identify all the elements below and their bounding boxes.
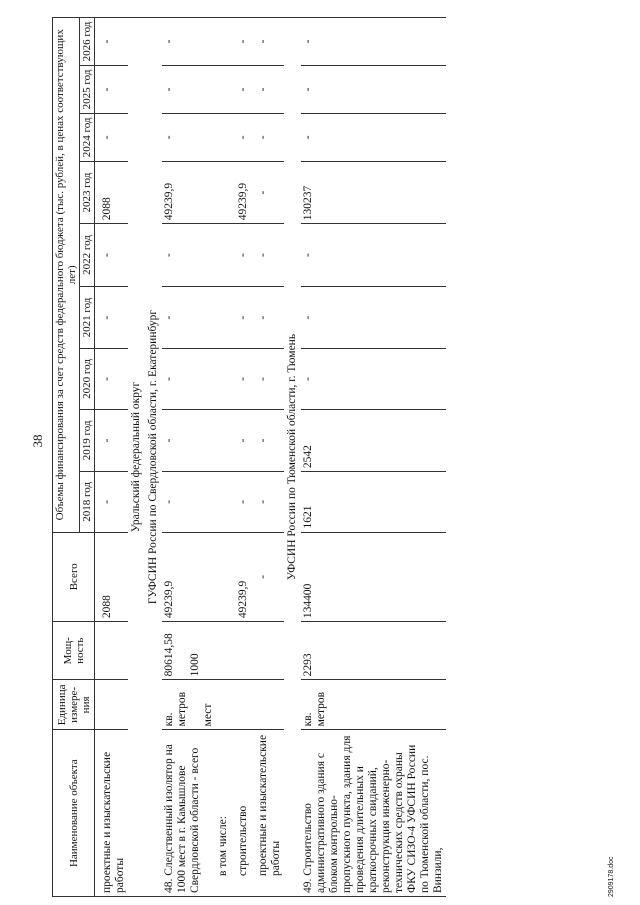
year-cell: 49239,9 xyxy=(231,161,251,223)
object-name: 48. Следственный изолятор на 1000 мест в г. Камышлове Свердловской области - всего xyxy=(162,730,216,897)
year-cell: - xyxy=(251,65,284,113)
year-cell: - xyxy=(231,472,251,532)
total-cell: 2088 xyxy=(95,532,129,622)
year-cell: - xyxy=(162,224,216,286)
year-cell: - xyxy=(231,224,251,286)
capacity-text: 80614,58 xyxy=(163,633,175,677)
file-footer: 2909178.doc xyxy=(608,856,615,897)
year-cell: - xyxy=(231,18,251,66)
year-cell: - xyxy=(251,349,284,409)
year-header: 2018 год xyxy=(80,472,95,532)
capacity-cell xyxy=(162,622,216,680)
year-cell: 49239,9 xyxy=(162,161,216,223)
table-row xyxy=(301,18,446,897)
year-cell: - xyxy=(301,224,446,286)
year-header: 2019 год xyxy=(80,409,95,471)
year-header: 2020 год xyxy=(80,349,95,409)
object-name: 49. Строительство административного здания с блоком контрольно-пропускного пункта, здания для проведения длительных и краткосрочных свиданий, реконструкция инженерно-технических средств охраны ФКУ СИЗО-4 УФСИН России по Тюменской области, пос. Винзили, xyxy=(301,730,446,897)
year-cell: - xyxy=(162,65,216,113)
year-cell: - xyxy=(95,349,129,409)
object-name: строительство xyxy=(231,730,251,897)
capacity-text: 1000 xyxy=(189,653,201,677)
year-cell: - xyxy=(301,286,446,348)
year-cell: - xyxy=(301,65,446,113)
section-heading: ГУФСИН России по Свердловской области, г. Екатеринбург xyxy=(145,18,162,897)
year-cell: - xyxy=(95,65,129,113)
unit-cell xyxy=(162,680,216,730)
section-heading: УФСИН России по Тюменской области, г. Тюмень xyxy=(284,18,301,897)
year-cell: - xyxy=(231,349,251,409)
year-cell: - xyxy=(251,409,284,471)
rotated-page xyxy=(30,17,620,897)
year-cell: - xyxy=(162,472,216,532)
year-header: 2021 год xyxy=(80,286,95,348)
object-name: проектные и изыскательские работы xyxy=(95,730,129,897)
year-cell: - xyxy=(251,113,284,161)
object-name: проектные и изыскательские работы xyxy=(251,730,284,897)
unit-text: кв. метров xyxy=(163,691,188,727)
col-header-name: Наименование объекта xyxy=(53,730,95,897)
year-cell: - xyxy=(162,18,216,66)
unit-text: мест xyxy=(202,703,214,727)
year-cell: - xyxy=(301,113,446,161)
col-header-unit: Единица измере-ния xyxy=(53,680,95,730)
year-cell: 2088 xyxy=(95,161,129,223)
table-row xyxy=(162,18,216,897)
year-cell: 2542 xyxy=(301,409,446,471)
year-cell: - xyxy=(162,409,216,471)
year-cell: - xyxy=(95,18,129,66)
year-cell: - xyxy=(162,113,216,161)
year-cell: - xyxy=(251,286,284,348)
year-header: 2022 год xyxy=(80,224,95,286)
total-cell: 49239,9 xyxy=(231,532,251,622)
year-cell: - xyxy=(301,18,446,66)
year-cell: - xyxy=(95,286,129,348)
table-row xyxy=(231,18,251,897)
year-cell: 1621 xyxy=(301,472,446,532)
year-cell: - xyxy=(231,286,251,348)
total-cell: 49239,9 xyxy=(162,532,216,622)
year-cell: - xyxy=(162,286,216,348)
col-header-total: Всего xyxy=(53,532,95,622)
capacity-cell xyxy=(95,622,129,680)
year-cell: - xyxy=(231,409,251,471)
year-cell: - xyxy=(301,349,446,409)
year-cell: - xyxy=(95,224,129,286)
year-cell: 130237 xyxy=(301,161,446,223)
year-cell: - xyxy=(231,65,251,113)
col-header-capacity: Мощ-ность xyxy=(53,622,95,680)
capacity-cell: 2293 xyxy=(301,622,446,680)
year-cell: - xyxy=(251,161,284,223)
year-header: 2026 год xyxy=(80,18,95,66)
year-header: 2023 год xyxy=(80,161,95,223)
year-header: 2025 год xyxy=(80,65,95,113)
year-cell: - xyxy=(251,18,284,66)
table-row xyxy=(216,18,231,897)
unit-cell: кв. метров xyxy=(301,680,446,730)
table-row xyxy=(251,18,284,897)
year-cell: - xyxy=(95,472,129,532)
year-cell: - xyxy=(251,224,284,286)
total-cell: 134400 xyxy=(301,532,446,622)
year-header: 2024 год xyxy=(80,113,95,161)
total-cell: - xyxy=(251,532,284,622)
table-row xyxy=(95,18,129,897)
year-cell: - xyxy=(95,409,129,471)
col-header-funding: Объемы финансирования за счет средств федерального бюджета (тыс. рублей, в ценах соответствующих лет) xyxy=(53,18,80,533)
year-cell: - xyxy=(231,113,251,161)
section-heading: Уральский федеральный округ xyxy=(128,18,145,897)
funding-table xyxy=(52,17,446,897)
year-cell: - xyxy=(162,349,216,409)
year-cell: - xyxy=(95,113,129,161)
page-number: 38 xyxy=(30,434,45,448)
object-name: в том числе: xyxy=(216,730,231,897)
year-cell: - xyxy=(251,472,284,532)
unit-cell xyxy=(95,680,129,730)
